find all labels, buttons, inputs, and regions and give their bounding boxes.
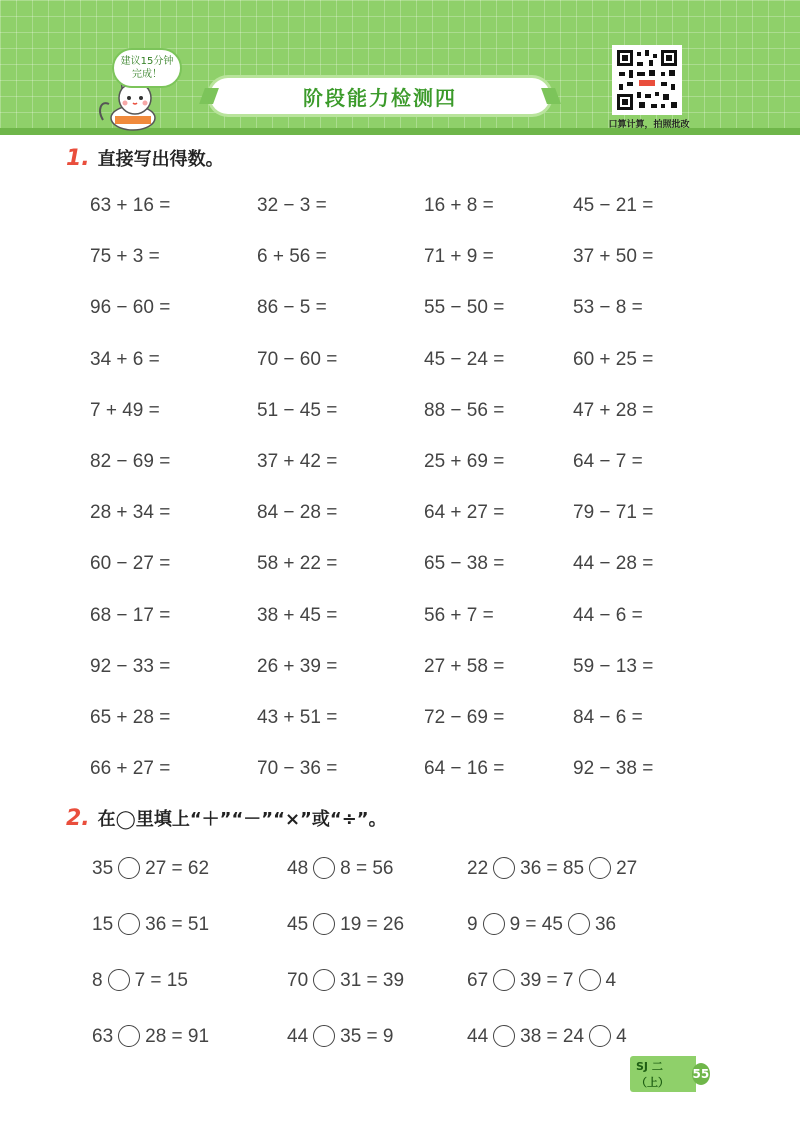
arithmetic-problem: 37 + 42 =: [257, 451, 338, 472]
operand-left: 9: [467, 914, 478, 935]
operand-right-equation: 31 = 39: [340, 970, 405, 991]
arithmetic-problem: 58 + 22 =: [257, 553, 338, 574]
qr-pattern: [615, 48, 679, 112]
arithmetic-problem: 64 − 7 =: [573, 451, 643, 472]
operand-trailing: 4: [616, 1026, 627, 1047]
operand-left: 63: [92, 1026, 114, 1047]
operator-blank-circle[interactable]: [493, 1025, 515, 1047]
arithmetic-problem: 84 − 6 =: [573, 707, 643, 728]
operator-blank-circle[interactable]: [118, 1025, 140, 1047]
arithmetic-problem: 72 − 69 =: [424, 707, 505, 728]
operator-blank-circle[interactable]: [589, 857, 611, 879]
operator-blank-circle[interactable]: [579, 969, 601, 991]
section-1-number: 1.: [66, 146, 90, 171]
operand-left: 48: [287, 858, 309, 879]
operator-fill-problem: [287, 1025, 394, 1048]
operand-left: 15: [92, 914, 114, 935]
operator-fill-problem: [467, 969, 616, 992]
operand-trailing: 4: [605, 970, 617, 991]
arithmetic-problem: 55 − 50 =: [424, 297, 505, 318]
arithmetic-problem: 96 − 60 =: [90, 297, 171, 318]
section-1-instruction: 直接写出得数。: [97, 149, 224, 170]
operator-blank-circle[interactable]: [118, 913, 140, 935]
arithmetic-problem: 92 − 38 =: [573, 758, 654, 779]
operand-left: 8: [92, 970, 103, 991]
arithmetic-problem: 65 + 28 =: [90, 707, 171, 728]
arithmetic-problem: 7 + 49 =: [90, 400, 160, 421]
arithmetic-problem: 70 − 60 =: [257, 349, 338, 370]
arithmetic-problem: 16 + 8 =: [424, 195, 494, 216]
operator-blank-circle[interactable]: [589, 1025, 611, 1047]
qr-caption: 口算计算，拍照批改: [608, 120, 690, 130]
arithmetic-problem: 27 + 58 =: [424, 656, 505, 677]
arithmetic-problem: 34 + 6 =: [90, 349, 160, 370]
operator-fill-problem: [92, 969, 188, 992]
operator-blank-circle[interactable]: [568, 913, 590, 935]
operand-left: 67: [467, 970, 489, 991]
arithmetic-problem: 51 − 45 =: [257, 400, 338, 421]
arithmetic-problem: 71 + 9 =: [424, 246, 494, 267]
arithmetic-problem: 6 + 56 =: [257, 246, 327, 267]
operand-right-equation: 38 = 24: [520, 1026, 585, 1047]
section-2-title: [66, 805, 387, 831]
operator-blank-circle[interactable]: [483, 913, 505, 935]
operand-left: 22: [467, 858, 489, 879]
arithmetic-problem: 86 − 5 =: [257, 297, 327, 318]
arithmetic-problem: 64 + 27 =: [424, 502, 505, 523]
operand-right-equation: 7 = 15: [134, 970, 188, 991]
operand-right-equation: 9 = 45: [509, 914, 563, 935]
page-footer: [630, 1060, 710, 1089]
grade-label: SJ 二（上）: [630, 1056, 696, 1092]
page-title: 阶段能力检测四: [303, 85, 457, 110]
operator-fill-problem: [467, 857, 637, 880]
operand-left: 35: [92, 858, 114, 879]
operator-fill-problem: [92, 857, 209, 880]
operator-blank-circle[interactable]: [313, 1025, 335, 1047]
arithmetic-problem: 88 − 56 =: [424, 400, 505, 421]
operator-fill-problem: [287, 913, 404, 936]
section-1-title: [66, 145, 224, 171]
operator-blank-circle[interactable]: [108, 969, 130, 991]
arithmetic-problem: 60 − 27 =: [90, 553, 171, 574]
operand-right-equation: 8 = 56: [340, 858, 394, 879]
operand-left: 45: [287, 914, 309, 935]
arithmetic-problem: 65 − 38 =: [424, 553, 505, 574]
arithmetic-problem: 70 − 36 =: [257, 758, 338, 779]
qr-code-icon[interactable]: [612, 45, 682, 115]
operand-left: 44: [467, 1026, 489, 1047]
arithmetic-problem: 60 + 25 =: [573, 349, 654, 370]
operator-fill-problem: [92, 1025, 209, 1048]
operand-left: 44: [287, 1026, 309, 1047]
arithmetic-problem: 84 − 28 =: [257, 502, 338, 523]
operator-blank-circle[interactable]: [493, 857, 515, 879]
operand-trailing: 27: [616, 858, 638, 879]
arithmetic-problem: 56 + 7 =: [424, 605, 494, 626]
arithmetic-problem: 28 + 34 =: [90, 502, 171, 523]
arithmetic-problem: 75 + 3 =: [90, 246, 160, 267]
arithmetic-problem: 45 − 24 =: [424, 349, 505, 370]
arithmetic-problem: 79 − 71 =: [573, 502, 654, 523]
arithmetic-problem: 44 − 6 =: [573, 605, 643, 626]
operand-left: 70: [287, 970, 309, 991]
arithmetic-problem: 45 − 21 =: [573, 195, 654, 216]
arithmetic-problem: 59 − 13 =: [573, 656, 654, 677]
operand-right-equation: 39 = 7: [520, 970, 574, 991]
arithmetic-problem: 25 + 69 =: [424, 451, 505, 472]
operand-right-equation: 28 = 91: [145, 1026, 210, 1047]
operator-blank-circle[interactable]: [313, 969, 335, 991]
arithmetic-problem: 47 + 28 =: [573, 400, 654, 421]
operator-fill-problem: [92, 913, 209, 936]
operand-right-equation: 19 = 26: [340, 914, 405, 935]
arithmetic-problem: 37 + 50 =: [573, 246, 654, 267]
operator-blank-circle[interactable]: [313, 913, 335, 935]
time-hint-bubble: 建议15分钟完成！: [112, 48, 182, 88]
operator-blank-circle[interactable]: [118, 857, 140, 879]
operator-fill-problem: [287, 969, 404, 992]
operator-fill-problem: [467, 1025, 627, 1048]
arithmetic-problem: 38 + 45 =: [257, 605, 338, 626]
section-2-instruction: 在◯里填上“＋”“－”“×”或“÷”。: [97, 809, 387, 830]
operand-trailing: 36: [594, 914, 617, 935]
arithmetic-problem: 44 − 28 =: [573, 553, 654, 574]
section-2-number: 2.: [66, 806, 90, 831]
arithmetic-problem: 63 + 16 =: [90, 195, 171, 216]
operand-right-equation: 35 = 9: [340, 1026, 394, 1047]
operator-blank-circle[interactable]: [313, 857, 335, 879]
operand-right-equation: 27 = 62: [145, 858, 210, 879]
arithmetic-problem: 32 − 3 =: [257, 195, 327, 216]
arithmetic-problem: 68 − 17 =: [90, 605, 171, 626]
operand-right-equation: 36 = 51: [145, 914, 210, 935]
page-number: 55: [692, 1063, 710, 1085]
operator-fill-problem: [287, 857, 394, 880]
arithmetic-problem: 53 − 8 =: [573, 297, 643, 318]
arithmetic-problem: 43 + 51 =: [257, 707, 338, 728]
arithmetic-problem: 26 + 39 =: [257, 656, 338, 677]
arithmetic-problem: 92 − 33 =: [90, 656, 171, 677]
operator-blank-circle[interactable]: [493, 969, 515, 991]
operator-fill-problem: [467, 913, 616, 936]
arithmetic-problem: 64 − 16 =: [424, 758, 505, 779]
title-banner: [210, 78, 550, 114]
operand-right-equation: 36 = 85: [520, 858, 585, 879]
arithmetic-problem: 66 + 27 =: [90, 758, 171, 779]
arithmetic-problem: 82 − 69 =: [90, 451, 171, 472]
